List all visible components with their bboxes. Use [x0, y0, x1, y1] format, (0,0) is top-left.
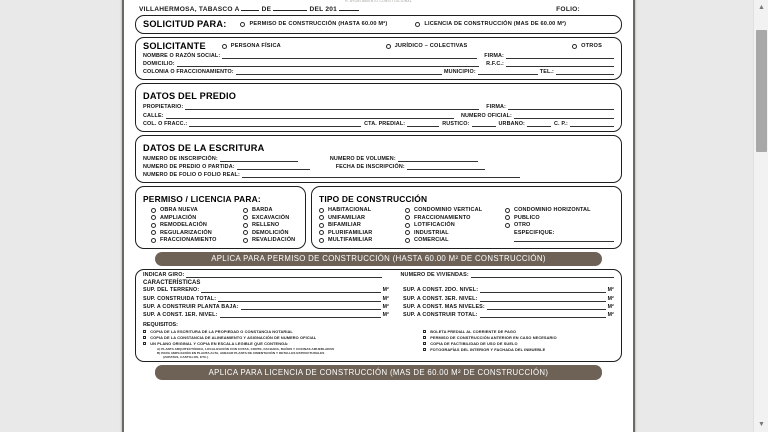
radio-icon[interactable] [319, 223, 324, 228]
rfc-label: R.F.C.: [486, 61, 504, 68]
indicar-giro-label: INDICAR GIRO: [143, 272, 185, 279]
datos-escritura-title: DATOS DE LA ESCRITURA [143, 142, 265, 153]
field-row-folio [143, 172, 614, 178]
propietario-input[interactable] [185, 104, 479, 110]
day-blank[interactable] [241, 10, 259, 11]
checkbox-icon[interactable] [423, 336, 426, 339]
caracteristicas-label: CARACTERÍSTICAS [143, 280, 201, 287]
radio-icon[interactable] [505, 223, 510, 228]
domicilio-label: DOMICILIO: [143, 61, 175, 68]
requisito-subnote: A) PLANTA ARQUITECTÓNICA, LOCALIZACIÓN CON COTAS, CORTE, FACHADA, BAÑOS Y COCINAS AMUEBLADOS [157, 346, 335, 351]
requisito-label: UN PLANO ORIGINAL Y COPIA EN ESCALA LEGIBLE QUE CONTENGA: [150, 340, 289, 346]
option-label: INDUSTRIAL [414, 229, 449, 236]
unit-label: M² [382, 287, 389, 294]
num-volumen-label: NUMERO DE VOLUMEN: [329, 155, 396, 162]
colonia-label: COLONIA O FRACCIONAMIENTO: [143, 69, 234, 76]
cta-predial-input[interactable] [407, 121, 439, 127]
option-label: JURÍDICO – COLECTIVAS [394, 43, 468, 49]
option-revalidacion[interactable] [243, 237, 295, 243]
nombre-label: NOMBRE O RAZÓN SOCIAL: [143, 53, 221, 59]
option-remodelacion[interactable] [151, 222, 243, 228]
sup-total-input[interactable] [480, 312, 606, 318]
rustico-input[interactable] [472, 121, 496, 127]
folio-label: FOLIO: [556, 6, 580, 13]
nombre-input[interactable] [222, 53, 477, 59]
radio-icon[interactable] [319, 215, 324, 220]
option-comercial[interactable] [405, 237, 505, 243]
option-demolicion[interactable] [243, 230, 295, 236]
field-row-giro [143, 272, 614, 278]
radio-icon[interactable] [151, 208, 156, 213]
field-row-sup-terreno [143, 287, 389, 293]
option-label: BARDA [252, 207, 273, 214]
document-page [122, 0, 635, 432]
radio-icon[interactable] [240, 22, 245, 27]
permiso-tipo-row [135, 186, 622, 249]
option-label: DEMOLICIÓN [252, 229, 289, 236]
sup-total-label: SUP. A CONSTRUIR TOTAL: [403, 311, 478, 318]
option-condominio-vertical[interactable] [405, 207, 505, 213]
option-otros[interactable] [572, 43, 602, 49]
option-habitacional[interactable] [319, 207, 405, 213]
requisito-subnote: (ZAPATAS, CASTILLOS, ETC.) [163, 354, 209, 359]
datos-escritura-box [135, 135, 622, 183]
option-bifamiliar[interactable] [319, 222, 405, 228]
radio-icon[interactable] [505, 208, 510, 213]
tel-input[interactable] [556, 69, 614, 75]
option-barda[interactable] [243, 207, 295, 213]
sup-3er-nivel-label: SUP. A CONST. 3ER. NIVEL: [403, 295, 478, 302]
requisito-subnote: B) PARA AMPLIACIÓN EN PLANTA ALTA, ANEXAR PLANTA DE CIMENTACIÓN Y DETALLES ESTRUCTURALES [157, 350, 325, 355]
dateline-city: VILLAHERMOSA, TABASCO A [139, 6, 240, 13]
municipio-label: MUNICIPIO: [444, 69, 476, 76]
option-label: FRACCIONAMIENTO [414, 214, 471, 221]
option-label: OTRO [514, 222, 531, 229]
checkbox-icon[interactable] [143, 330, 146, 333]
radio-icon[interactable] [243, 230, 248, 235]
field-row-predio-partida [143, 164, 614, 170]
option-label: COMERCIAL [414, 237, 449, 244]
unit-label: M² [607, 295, 614, 302]
radio-icon[interactable] [151, 230, 156, 235]
dateline-de: DE [261, 6, 272, 13]
requisito-label: COPIA DE LA CONSTANCIA DE ALINEAMIENTO Y ASIGNACIÓN DE NUMERO OFICIAL [150, 334, 317, 340]
sup-1er-nivel-label: SUP. A CONST. 1ER. NIVEL: [143, 311, 218, 318]
domicilio-input[interactable] [177, 61, 479, 67]
requisito-label: FOTOGRAFÍAS DEL INTERIOR Y FACHADA DEL INMUEBLE [430, 346, 546, 352]
num-predio-label: NUMERO DE PREDIO O PARTIDA: [143, 163, 235, 170]
unit-label: M² [607, 287, 614, 294]
month-blank[interactable] [273, 10, 307, 11]
field-row-sup-construida [143, 296, 389, 302]
firma-predio-input[interactable] [508, 104, 614, 110]
option-label: EXCAVACIÓN [252, 214, 290, 221]
option-label: OTROS [581, 43, 602, 49]
masthead-text: H. AYUNTAMIENTO CONSTITUCIONAL [345, 0, 412, 3]
option-industrial[interactable] [405, 230, 505, 236]
urbano-label: URBANO: [498, 120, 526, 127]
field-row-sup-3er-nivel [403, 296, 614, 302]
option-publico[interactable] [505, 215, 614, 221]
numero-oficial-label: NUMERO OFICIAL: [460, 112, 512, 119]
rfc-input[interactable] [506, 61, 614, 67]
sup-mas-niveles-label: SUP. A CONST. MAS NIVELES: [403, 303, 485, 310]
sup-2do-nivel-label: SUP. A CONST. 2DO. NIVEL: [403, 287, 479, 294]
radio-icon[interactable] [405, 230, 410, 235]
municipio-input[interactable] [478, 69, 538, 75]
sup-3er-nivel-input[interactable] [480, 296, 606, 302]
colonia-input[interactable] [236, 69, 442, 75]
field-row-inscripcion [143, 156, 614, 162]
sup-construida-input[interactable] [218, 296, 380, 302]
num-folio-label: NUMERO DE FOLIO O FOLIO REAL: [143, 172, 240, 179]
tipo-construccion-box [311, 186, 622, 249]
field-row-sup-mas-niveles [403, 304, 614, 310]
sup-terreno-input[interactable] [201, 287, 380, 293]
radio-icon[interactable] [151, 223, 156, 228]
radio-icon[interactable] [386, 44, 391, 49]
option-label: LICENCIA DE CONSTRUCCIÓN (MAS DE 60.00 M²) [424, 21, 567, 27]
option-label: CONDOMINIO HORIZONTAL [514, 207, 591, 214]
scroll-down-arrow-icon[interactable]: ▼ [758, 421, 765, 428]
permiso-section-box [135, 269, 622, 362]
checkbox-icon[interactable] [423, 348, 426, 351]
option-label: LOTIFICACIÓN [414, 222, 455, 229]
field-row-col-fracc [143, 121, 614, 127]
numero-viviendas-label: NUMERO DE VIVIENDAS: [400, 272, 469, 279]
option-label: OBRA NUEVA [160, 207, 198, 214]
banner-licencia-construccion: APLICA PARA LICENCIA DE CONSTRUCCIÓN (MAS DE 60.00 M² DE CONSTRUCCIÓN) [155, 365, 602, 380]
field-row-propietario [143, 104, 614, 110]
field-row-sup-1er-nivel [143, 312, 389, 318]
firma-label: FIRMA: [484, 53, 504, 59]
radio-icon[interactable] [319, 238, 324, 243]
option-permiso-construccion[interactable] [240, 21, 387, 27]
datos-predio-title: DATOS DEL PREDIO [143, 91, 237, 102]
field-row-sup-total [403, 312, 614, 318]
radio-icon[interactable] [405, 238, 410, 243]
radio-icon[interactable] [319, 230, 324, 235]
radio-icon[interactable] [243, 238, 248, 243]
unit-label: M² [382, 303, 389, 310]
option-obra-nueva[interactable] [151, 207, 243, 213]
solicitud-para-title: SOLICITUD PARA: [143, 19, 227, 29]
especifique-label: ESPECIFIQUE: [514, 229, 555, 236]
requisitos-title: REQUISITOS: [143, 322, 178, 329]
num-folio-input[interactable] [242, 172, 520, 178]
option-label: UNIFAMILIAR [328, 214, 366, 221]
num-predio-input[interactable] [237, 164, 310, 170]
col-fracc-input[interactable] [189, 121, 361, 127]
unit-label: M² [382, 295, 389, 302]
scrollbar-thumb[interactable] [756, 30, 767, 152]
radio-icon[interactable] [151, 215, 156, 220]
requisito-label: COPIA DE LA ESCRITURA DE LA PROPIEDAD O CONSTANCIA NOTARIAL [150, 329, 293, 335]
field-row-domicilio [143, 61, 614, 67]
radio-icon[interactable] [505, 215, 510, 220]
option-relleno[interactable] [243, 222, 295, 228]
option-persona-fisica[interactable] [222, 43, 281, 49]
cp-input[interactable] [570, 121, 614, 127]
firma-predio-label: FIRMA: [486, 104, 506, 111]
radio-icon[interactable] [243, 215, 248, 220]
permiso-licencia-title: PERMISO / LICENCIA PARA: [143, 194, 261, 205]
dateline [133, 5, 624, 15]
field-row-nombre [143, 53, 614, 59]
option-lotificacion[interactable] [405, 222, 505, 228]
unit-label: M² [382, 311, 389, 318]
unit-label: M² [607, 311, 614, 318]
option-label: BIFAMILIAR [328, 222, 361, 229]
num-inscripcion-label: NUMERO DE INSCRIPCIÓN: [143, 155, 218, 162]
option-label: CONDOMINIO VERTICAL [414, 207, 483, 214]
radio-icon[interactable] [415, 22, 420, 27]
option-condominio-horizontal[interactable] [505, 207, 614, 213]
especifique-row [505, 230, 614, 236]
solicitud-para-box [135, 15, 622, 34]
solicitante-title: SOLICITANTE [143, 41, 206, 51]
requisito-item[interactable] [143, 329, 423, 334]
numero-viviendas-input[interactable] [471, 272, 614, 278]
requisito-item[interactable] [423, 341, 557, 346]
option-juridico-colectivas[interactable] [386, 43, 468, 49]
tel-label: TEL.: [539, 69, 554, 76]
calle-input[interactable] [166, 113, 454, 119]
unit-label: M² [607, 303, 614, 310]
num-inscripcion-input[interactable] [220, 156, 298, 162]
requisito-item[interactable] [423, 335, 557, 340]
checkbox-icon[interactable] [423, 330, 426, 333]
radio-icon[interactable] [243, 208, 248, 213]
num-volumen-input[interactable] [398, 156, 478, 162]
requisito-item[interactable] [423, 329, 557, 334]
radio-icon[interactable] [319, 208, 324, 213]
solicitante-box [135, 37, 622, 80]
field-row-sup-planta-baja [143, 304, 389, 310]
field-row-sup-2do-nivel [403, 287, 614, 293]
banner-permiso-construccion: APLICA PARA PERMISO DE CONSTRUCCIÓN (HASTA 60.00 M² DE CONSTRUCCIÓN) [155, 252, 602, 267]
radio-icon[interactable] [405, 215, 410, 220]
urbano-input[interactable] [527, 121, 551, 127]
numero-oficial-input[interactable] [514, 113, 614, 119]
option-plurifamiliar[interactable] [319, 230, 405, 236]
option-label: RELLENO [252, 222, 280, 229]
dateline-del: DEL 201 [309, 6, 338, 13]
requisito-item[interactable] [423, 347, 557, 352]
radio-icon[interactable] [243, 223, 248, 228]
cp-label: C. P.: [554, 120, 568, 127]
option-label: FRACCIONAMIENTO [160, 237, 217, 244]
propietario-label: PROPIETARIO: [143, 104, 184, 111]
option-label: HABITACIONAL [328, 207, 372, 214]
sup-terreno-label: SUP. DEL TERRENO: [143, 287, 200, 294]
option-label: AMPLIACIÓN [160, 214, 197, 221]
option-label: PERMISO DE CONSTRUCCIÓN (HASTA 60.00 M²) [249, 21, 388, 27]
permiso-licencia-box [135, 186, 306, 249]
checkbox-icon[interactable] [143, 342, 146, 345]
requisito-label: COPIA DE FACTIBILIDAD DE USO DE SUELO [430, 340, 518, 346]
sup-planta-baja-input[interactable] [241, 304, 381, 310]
sup-construida-label: SUP. CONSTRUIDA TOTAL: [143, 295, 217, 302]
option-fraccionamiento-tipo[interactable] [405, 215, 505, 221]
rustico-label: RUSTICO: [442, 120, 470, 127]
fecha-inscripcion-input[interactable] [407, 164, 485, 170]
requisito-item[interactable] [143, 335, 423, 340]
calle-label: CALLE: [143, 112, 164, 119]
col-fracc-label: COL. O FRACC.: [143, 120, 188, 127]
requisito-label: PERMISO DE CONSTRUCCIÓN ANTERIOR EN CASO NECESARIO [430, 334, 557, 340]
year-blank[interactable] [339, 10, 359, 11]
field-row-calle [143, 113, 614, 119]
checkbox-icon[interactable] [423, 342, 426, 345]
option-label: PLURIFAMILIAR [328, 229, 373, 236]
option-label: REGULARIZACIÓN [160, 229, 212, 236]
radio-icon[interactable] [405, 223, 410, 228]
datos-predio-box [135, 83, 622, 131]
option-ampliacion[interactable] [151, 215, 243, 221]
especifique-input[interactable] [514, 237, 614, 242]
option-excavacion[interactable] [243, 215, 295, 221]
sup-2do-nivel-input[interactable] [480, 287, 606, 293]
radio-icon[interactable] [572, 44, 577, 49]
option-label: REVALIDACIÓN [252, 237, 296, 244]
option-fraccionamiento[interactable] [151, 237, 243, 243]
checkbox-icon[interactable] [143, 336, 146, 339]
sup-1er-nivel-input[interactable] [220, 312, 381, 318]
requisito-item[interactable] [143, 341, 423, 346]
sup-mas-niveles-input[interactable] [487, 304, 606, 310]
indicar-giro-input[interactable] [186, 272, 382, 278]
radio-icon[interactable] [151, 238, 156, 243]
option-label: REMODELACIÓN [160, 222, 208, 229]
radio-icon[interactable] [222, 44, 227, 49]
option-label: MULTIFAMILIAR [328, 237, 373, 244]
option-licencia-construccion[interactable] [415, 21, 566, 27]
vertical-scrollbar[interactable] [753, 0, 768, 432]
option-regularizacion[interactable] [151, 230, 243, 236]
option-label: PUBLICO [514, 214, 540, 221]
option-label: PERSONA FÍSICA [230, 43, 281, 49]
option-otro[interactable] [505, 222, 614, 228]
firma-input[interactable] [506, 53, 614, 59]
option-multifamiliar[interactable] [319, 237, 405, 243]
tipo-construccion-title: TIPO DE CONSTRUCCIÓN [319, 194, 428, 205]
fecha-inscripcion-label: FECHA DE INSCRIPCIÓN: [335, 163, 405, 170]
option-unifamiliar[interactable] [319, 215, 405, 221]
scroll-up-arrow-icon[interactable]: ▲ [758, 4, 765, 11]
radio-icon[interactable] [405, 208, 410, 213]
requisito-label: BOLETA PREDIAL AL CORRIENTE DE PAGO [430, 329, 517, 335]
cta-predial-label: CTA. PREDIAL: [364, 120, 406, 127]
sup-planta-baja-label: SUP. A CONSTRUIR PLANTA BAJA: [143, 303, 239, 310]
field-row-colonia [143, 69, 614, 75]
